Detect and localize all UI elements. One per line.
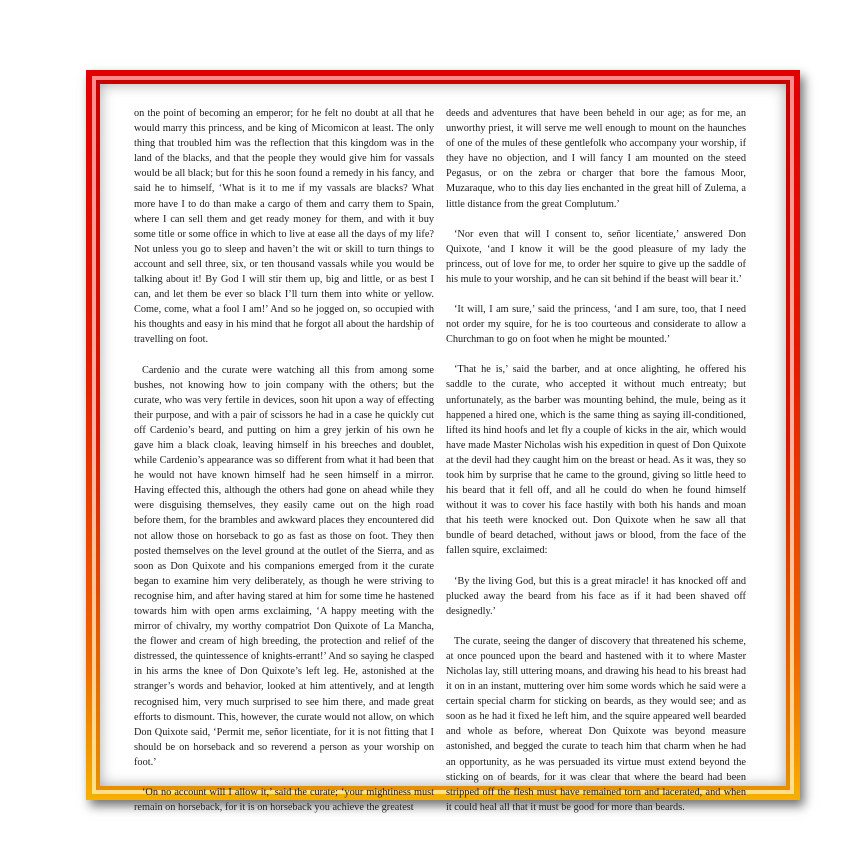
paragraph: ‘By the living God, but this is a great miracle! it has knocked off and plucked away the beard from his face as if it had been shaved off designedly.’ [446, 575, 746, 617]
paragraph: Cardenio and the curate were watching all this from among some bushes, not knowing how to join company with the others; but the curate, who was very fertile in devices, soon hit upon a way of effecting their purpose, and with a pair of scissors he had in a case he quickly cut off Cardenio’s beard, and putting on him a grey jerkin of his own he gave him a black cloak, leaving himself in his breeches and doublet, while Cardenio’s appearance was so different from what it had been that he would not have known himself had he seen himself in a mirror. Having effected this, although the others had gone on ahead while they were disguising themselves, they easily came out on the high road before them, for the brambles and awkward places they encountered did not allow those on horseback to go as fast as those on foot. They then posted themselves on the level ground at the outlet of the Sierra, and as soon as Don Quixote and his companions emerged from it the curate began to examine him very deliberately, as though he were striving to recognise him, and after having stared at him for some time he hastened towards him with open arms exclaiming, ‘A happy meeting with the mirror of chivalry, my worthy compatriot Don Quixote of La Mancha, the flower and cream of high breeding, the protection and relief of the distressed, the quintessence of knights-errant!’ And so saying he clasped in his arms the knee of Don Quixote’s left leg. He, astonished at the stranger’s words and behavior, looked at him attentively, and at length recognised him, very much surprised to see him there, and made great efforts to dismount. This, however, the curate would not allow, on which Don Quixote said, ‘Permit me, señor licentiate, for it is not fitting that I should be on horseback and so reverend a person as your worship on foot.’ [134, 364, 434, 768]
paragraph: The curate, seeing the danger of discovery that threatened his scheme, at once pounced upon the beard and hastened with it to where Master Nicholas lay, still uttering moans, and drawing his head to his breast had it on in an instant, muttering over him some words which he said were a certain special charm for sticking on beards, as they would see; and as soon as he had it fixed he left him, and the squire appeared well bearded and whole as before, whereat Don Quixote was beyond measure astonished, and begged the curate to teach him that charm when he had an opportunity, as he was persuaded its virtue must extend beyond the sticking on of beards, for it was clear that where the beard had been stripped off the flesh must have remained torn and lacerated, and when it could heal all that it must be good for more than beards. [446, 635, 746, 813]
page-frame [86, 70, 800, 814]
left-column [134, 106, 434, 830]
right-column [446, 106, 746, 830]
paragraph: ‘Nor even that will I consent to, señor licentiate,’ answered Don Quixote, ‘and I know it will be the good pleasure of my lady the princess, out of love for me, to order her squire to give up the saddle of his mule to your worship, and he can sit behind if the beast will bear it.’ [446, 228, 746, 285]
book-page [100, 84, 786, 814]
paragraph: deeds and adventures that have been beheld in our age; as for me, an unworthy priest, it will serve me well enough to mount on the haunches of one of the mules of these gentlefolk who accompany your worship, if they have no objection, and I will fancy I am mounted on the steed Pegasus, or on the zebra or charger that bore the famous Moor, Muzaraque, who to this day lies enchanted in the great hill of Zulema, a little distance from the great Complutum.’ [446, 108, 746, 210]
paragraph: on the point of becoming an emperor; for he felt no doubt at all that he would marry this princess, and be king of Micomicon at least. The only thing that troubled him was the reflection that this kingdom was in the land of the blacks, and that the people they would give him for vassals would be all black; but for this he soon found a remedy in his fancy, and said he to himself, ‘What is it to me if my vassals are blacks? What more have I to do than make a cargo of them and carry them to Spain, where I can sell them and get ready money for them, and with it buy some title or some office in which to live at ease all the days of my life? Not unless you go to sleep and haven’t the wit or skill to turn things to account and sell three, six, or ten thousand vassals while you would be talking about it! By God I will stir them up, big and little, or as best I can, and let them be ever so black I’ll turn them into white or yellow. Come, come, what a fool I am!’ And so he jogged on, so occupied with his thoughts and easy in his mind that he forgot all about the hardship of travelling on foot. [134, 108, 434, 346]
paragraph: ‘It will, I am sure,’ said the princess, ‘and I am sure, too, that I need not order my squire, for he is too courteous and considerate to allow a Churchman to go on foot when he might be mounted.’ [446, 304, 746, 346]
paragraph: ‘On no account will I allow it,’ said the curate; ‘your mightiness must remain on horseback, for it is on horseback you achieve the greatest [134, 787, 434, 814]
paragraph: ‘That he is,’ said the barber, and at once alighting, he offered his saddle to the curate, who accepted it without much entreaty; but unfortunately, as the barber was mounting behind, the mule, being as it happened a hired one, which is the same thing as saying ill-conditioned, lifted its hind hoofs and let fly a couple of kicks in the air, which would have made Master Nicholas wish his expedition in quest of Don Quixote at the devil had they caught him on the breast or head. As it was, they so took him by surprise that he came to the ground, giving so little heed to his beard that it fell off, and all he could do when he found himself without it was to cover his face hastily with both his hands and moan that his teeth were knocked out. Don Quixote when he saw all that bundle of beard detached, without jaws or blood, from the face of the fallen squire, exclaimed: [446, 364, 746, 557]
